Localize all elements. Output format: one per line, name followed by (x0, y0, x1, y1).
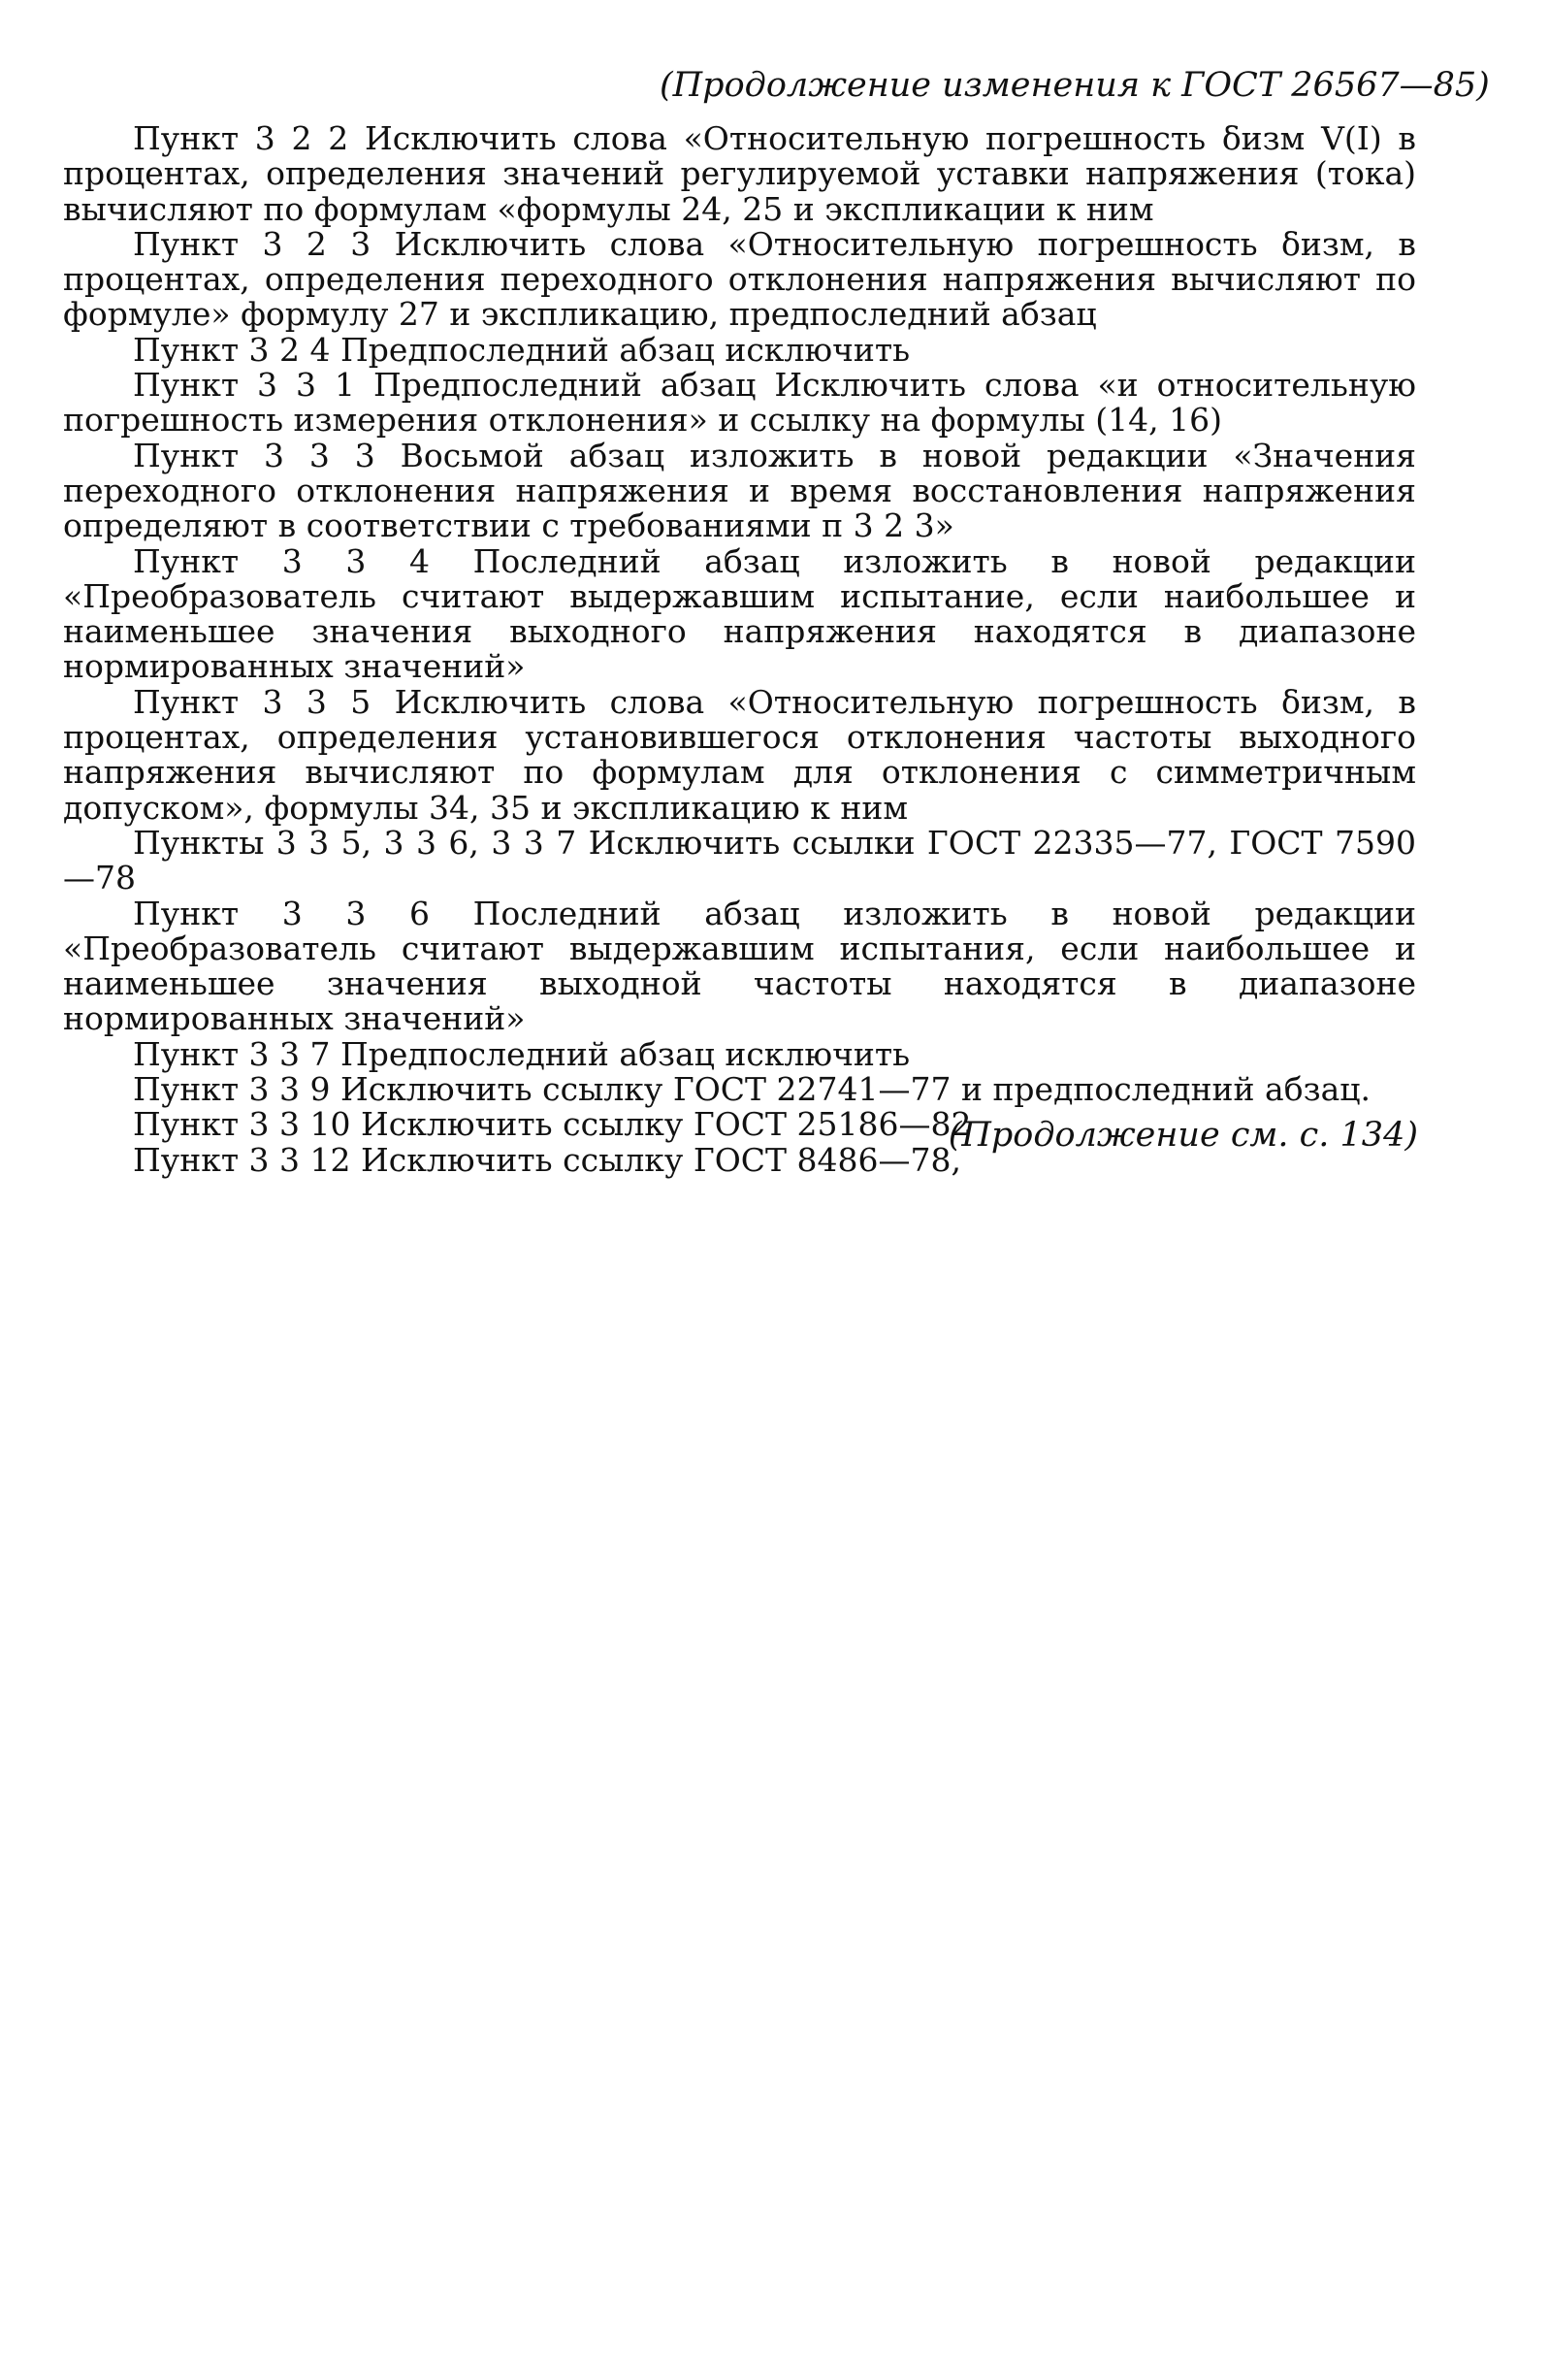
paragraph-334: Пункт 3 3 4 Последний абзац изложить в новой редакции «Преобразователь считают выдержавшим испытание, если наибольшее и наименьшее значения выходного напряжения находятся в диапазоне нормированных значений» (63, 541, 1416, 686)
continuation-header: (Продолжение изменения к ГОСТ 26567—85) (660, 66, 1490, 105)
paragraph-336: Пункт 3 3 6 Последний абзац изложить в новой редакции «Преобразователь считают выдержавшим испытания, если наибольшее и наименьшее значения выходной частоты находятся в диапазоне нормированных значений» (63, 894, 1416, 1038)
paragraph-324: Пункт 3 2 4 Предпоследний абзац исключить (133, 330, 911, 369)
paragraph-333: Пункт 3 3 3 Восьмой абзац изложить в новой редакции «Значения переходного отклонения напряжения и время восстановления напряжения определяют в соответствии с требованиями п 3 2 3» (63, 436, 1416, 545)
paragraph-335-337: Пункты 3 3 5, 3 3 6, 3 3 7 Исключить ссылки ГОСТ 22335—77, ГОСТ 7590—78 (63, 823, 1416, 897)
paragraph-3312: Пункт 3 3 12 Исключить ссылку ГОСТ 8486—78, (133, 1140, 961, 1179)
paragraph-323: Пункт 3 2 3 Исключить слова «Относительную погрешность δизм, в процентах, определения переходного отклонения напряжения вычисляют по формуле» формулу 27 и экспликацию, предпоследний абзац (63, 224, 1416, 334)
paragraph-322: Пункт 3 2 2 Исключить слова «Относительную погрешность δизм V(I) в процентах, определения значений регулируемой уставки напряжения (тока) вычисляют по формулам «формулы 24, 25 и экспликации к ним (63, 119, 1416, 228)
paragraph-337: Пункт 3 3 7 Предпоследний абзац исключить (133, 1034, 911, 1073)
amendment-text (63, 121, 1416, 1178)
continuation-footer: (Продолжение см. с. 134) (948, 1116, 1418, 1155)
paragraph-335: Пункт 3 3 5 Исключить слова «Относительную погрешность δизм, в процентах, определения установившегося отклонения частоты выходного напряжения вычисляют по формулам для отклонения с симметричным допуском», формулы 34, 35 и экспликацию к ним (63, 682, 1416, 827)
paragraph-331: Пункт 3 3 1 Предпоследний абзац Исключить слова «и относительную погрешность измерения отклонения» и ссылку на формулы (14, 16) (63, 366, 1416, 440)
paragraph-339: Пункт 3 3 9 Исключить ссылку ГОСТ 22741—77 и предпоследний абзац. (133, 1070, 1371, 1109)
paragraph-3310: Пункт 3 3 10 Исключить ссылку ГОСТ 25186—82 (133, 1105, 972, 1144)
